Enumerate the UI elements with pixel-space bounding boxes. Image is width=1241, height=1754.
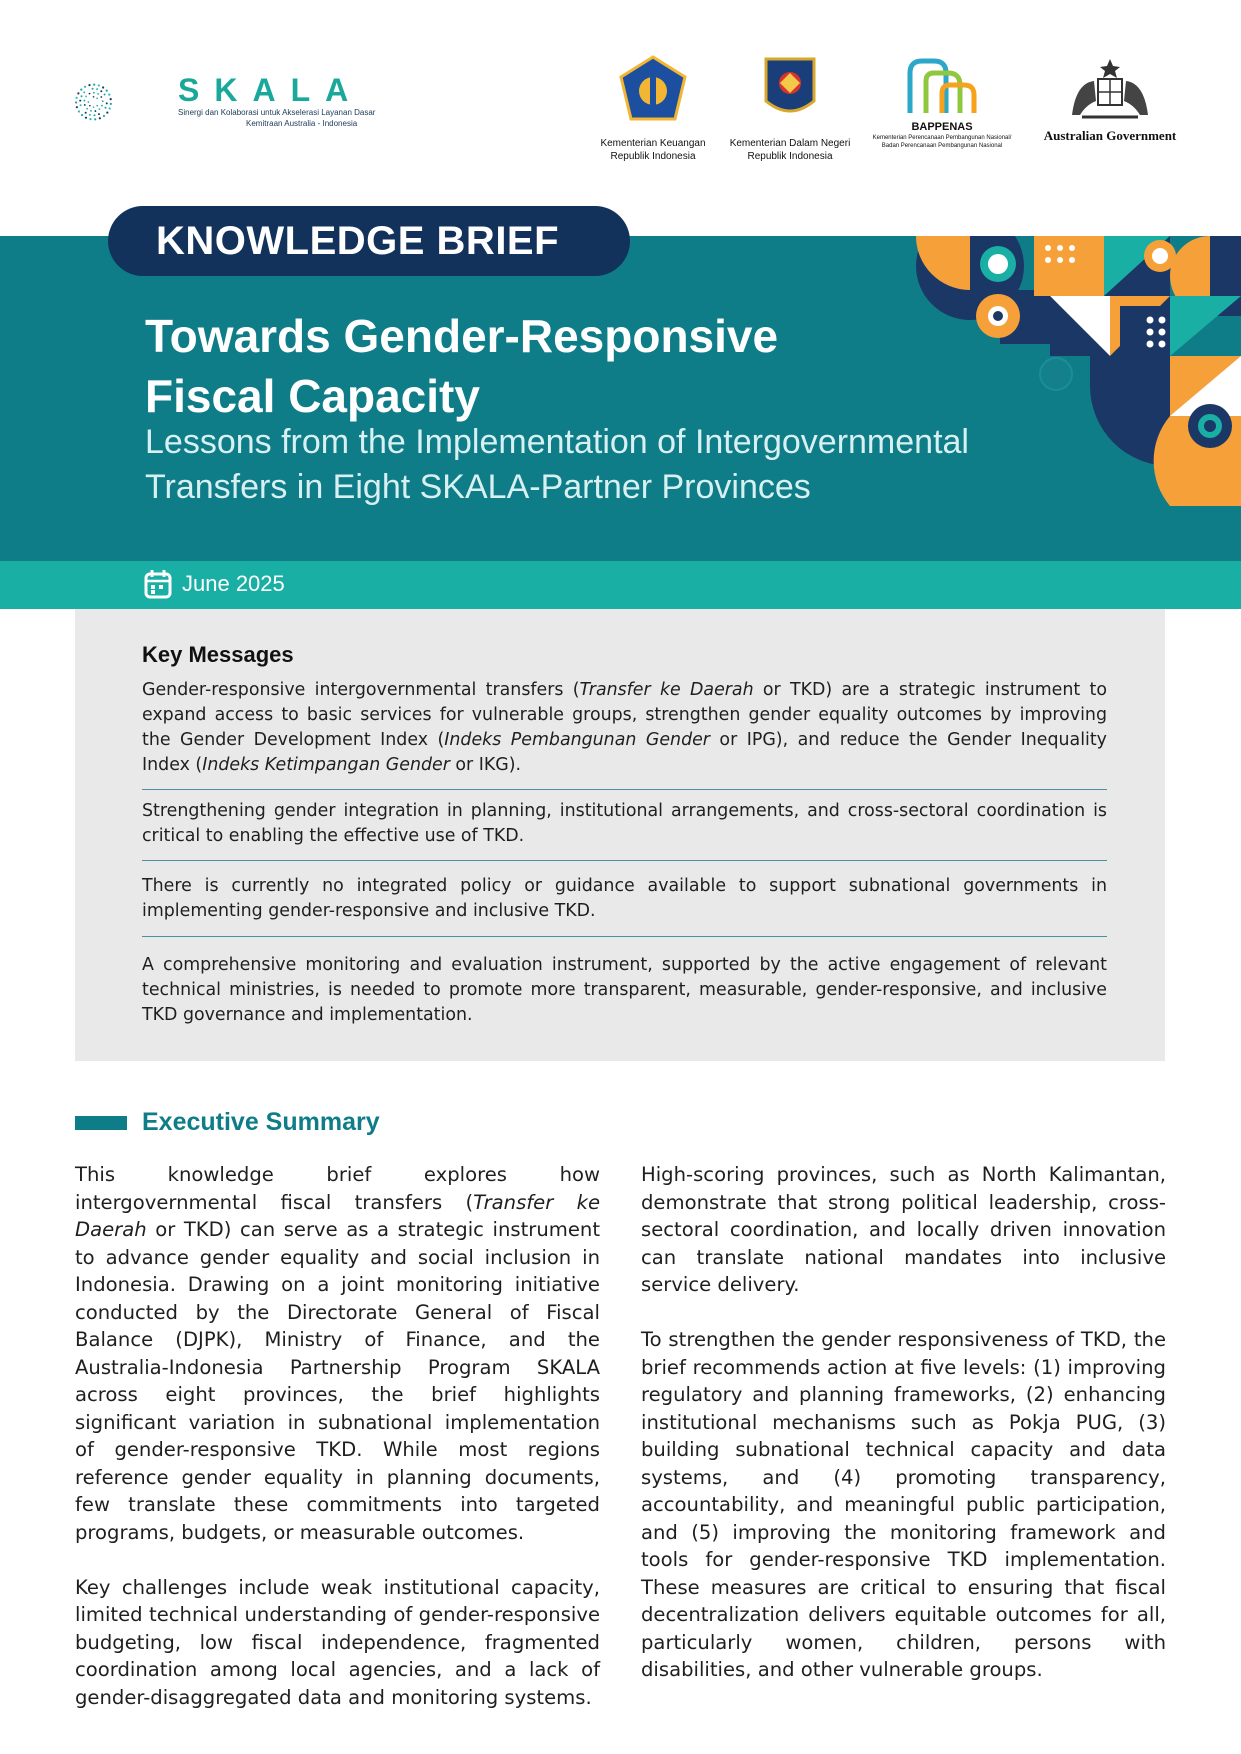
kemenkeu-emblem-icon <box>617 55 689 123</box>
logo-dot <box>100 96 102 98</box>
logo-dot <box>76 97 78 99</box>
summary-column-right <box>641 1161 1166 1711</box>
skala-logo-mark <box>75 52 175 152</box>
page-title: Towards Gender-Responsive Fiscal Capacity <box>145 310 779 422</box>
logo-dot <box>96 88 98 90</box>
bappenas-logo-icon <box>904 55 980 117</box>
publication-date: June 2025 <box>182 571 285 596</box>
logo-dot <box>98 113 100 115</box>
key-message-4: A comprehensive monitoring and evaluation instrument, supported by the active engagement of relevant technical ministries, is needed to promote more transparent, measurable, gender-responsive, and inclusive TKD governance and implementation. <box>142 955 1107 1025</box>
summary-paragraph-2: Key challenges include weak institutional capacity, limited technical understanding of gender-responsive budgeting, low fiscal independence, fragmented coordination among local agencies, and a lack of gender-disaggregated data and monitoring systems. <box>75 1575 600 1709</box>
summary-column-left <box>75 1161 600 1739</box>
calendar-icon <box>144 569 172 599</box>
logo-dot <box>83 100 85 102</box>
logo-dot <box>96 105 98 107</box>
divider <box>142 860 1107 861</box>
logo-dot <box>94 118 96 120</box>
logo-dot <box>108 94 110 96</box>
logo-dot <box>86 108 88 110</box>
logo-dot <box>98 108 100 110</box>
logo-dot <box>99 117 101 119</box>
summary-paragraph-1: This knowledge brief explores how intergovernmental fiscal transfers (Transfer ke Daerah or TKD) can serve as a strategic instrument to advance gender equality and social inclusion in Indonesia. Drawing on a joint monitoring initiative conducted by the Directorate General of Fiscal Balance (DJPK), Ministry of Finance, and the Australia-Indonesia Partnership Program SKALA across eight provinces, the brief highlights significant variation in subnational implementation of gender-responsive TKD. While most regions reference gender equality in planning documents, few translate these commitments into targeted programs, budgets, or measurable outcomes. <box>75 1163 600 1544</box>
logo-dot <box>89 114 91 116</box>
logo-dot <box>106 90 108 92</box>
logo-dot <box>104 94 106 96</box>
logo-dot <box>105 107 107 109</box>
logo-dot <box>81 95 83 97</box>
partner-kemendagri: Kementerian Dalam Negeri Republik Indonesia <box>720 55 860 163</box>
logo-dot <box>78 110 80 112</box>
key-message-1: Gender-responsive intergovernmental transfers (Transfer ke Daerah or TKD) are a strategic instrument to expand access to basic services for vulnerable groups, strengthen gender equality outcomes by improving the Gender Development Index (Indeks Pembangunan Gender or IPG), and reduce the Gender Inequality Index (Indeks Ketimpangan Gender or IKG). <box>142 680 1107 775</box>
key-message-2: Strengthening gender integration in planning, institutional arrangements, and cross-sectoral coordination is critical to enabling the effective use of TKD. <box>142 801 1107 846</box>
australian-coat-of-arms-icon <box>1062 55 1158 123</box>
logo-dot <box>93 92 95 94</box>
logo-dot <box>106 111 108 113</box>
logo-dot <box>106 102 108 104</box>
partner-australian-government: Australian Government <box>1025 55 1195 142</box>
logo-dot <box>102 86 104 88</box>
logo-dot <box>102 100 104 102</box>
logo-dot <box>80 104 82 106</box>
logo-dot <box>101 105 103 107</box>
logo-dot <box>85 96 87 98</box>
partner-bappenas: BAPPENAS Kementerian Perencanaan Pembangunan Nasional/ Badan Perencanaan Pembangunan Nasional <box>862 55 1022 150</box>
knowledge-brief-badge: KNOWLEDGE BRIEF <box>108 206 630 276</box>
logo-dot <box>96 98 98 100</box>
logo-dot <box>84 104 86 106</box>
logo-dot <box>88 101 90 103</box>
executive-summary-title: Executive Summary <box>142 1108 380 1136</box>
logo-dot <box>93 106 95 108</box>
partner-kemenkeu: Kementerian Keuangan Republik Indonesia <box>588 55 718 163</box>
logo-dot <box>93 84 95 86</box>
logo-dot <box>77 92 79 94</box>
logo-dot <box>94 110 96 112</box>
logo-dot <box>83 91 85 93</box>
section-marker <box>75 1116 127 1130</box>
logo-dot <box>110 103 112 105</box>
logo-dot <box>76 106 78 108</box>
logo-dot <box>84 86 86 88</box>
logo-dot <box>93 114 95 116</box>
logo-dot <box>88 84 90 86</box>
summary-paragraph-3: High-scoring provinces, such as North Kalimantan, demonstrate that strong political leadership, cross-sectoral coordination, and locally driven innovation can translate national mandates into inclusive service delivery. <box>641 1163 1166 1296</box>
logo-dot <box>85 112 87 114</box>
logo-dot <box>89 118 91 120</box>
logo-dot <box>75 101 77 103</box>
logo-dot <box>109 107 111 109</box>
logo-dot <box>93 96 95 98</box>
kemendagri-emblem-icon <box>762 55 818 121</box>
logo-dot <box>98 84 100 86</box>
logo-dot <box>81 114 83 116</box>
logo-dot <box>103 115 105 117</box>
logo-dot <box>92 88 94 90</box>
logo-dot <box>97 93 99 95</box>
logo-dot <box>100 90 102 92</box>
logo-dot <box>85 117 87 119</box>
divider <box>142 789 1107 790</box>
skala-tagline: Sinergi dan Kolaborasi untuk Akselerasi Layanan Dasar Kemitraan Australia - Indonesia <box>178 108 376 128</box>
key-message-3: There is currently no integrated policy or guidance available to support subnational governments in implementing gender-responsive and inclusive TKD. <box>142 876 1107 921</box>
logo-dot <box>90 110 92 112</box>
key-messages-title: Key Messages <box>142 642 294 667</box>
summary-paragraph-4: To strengthen the gender responsiveness of TKD, the brief recommends action at five levels: (1) improving regulatory and planning frameworks, (2) enhancing institutional mechanisms such as Pokja PUG, (3) building subnational technical capacity and data systems, and (4) promoting transparency, accountability, and meaningful public participation, and (5) improving the monitoring framework and tools for gender-responsive TKD implementation. These measures are critical to ensuring that fiscal decentralization delivers equitable outcomes for all, particularly women, children, persons with disabilities, and other vulnerable groups. <box>641 1328 1166 1681</box>
logo-dot <box>110 98 112 100</box>
divider <box>142 936 1107 937</box>
logo-dot <box>89 105 91 107</box>
logo-dot <box>79 100 81 102</box>
logo-dot <box>89 93 91 95</box>
skala-wordmark: SKALA <box>178 72 364 108</box>
logo-dot <box>80 89 82 91</box>
page-subtitle: Lessons from the Implementation of Intergovernmental Transfers in Eight SKALA-Partner Provinces <box>145 423 969 506</box>
